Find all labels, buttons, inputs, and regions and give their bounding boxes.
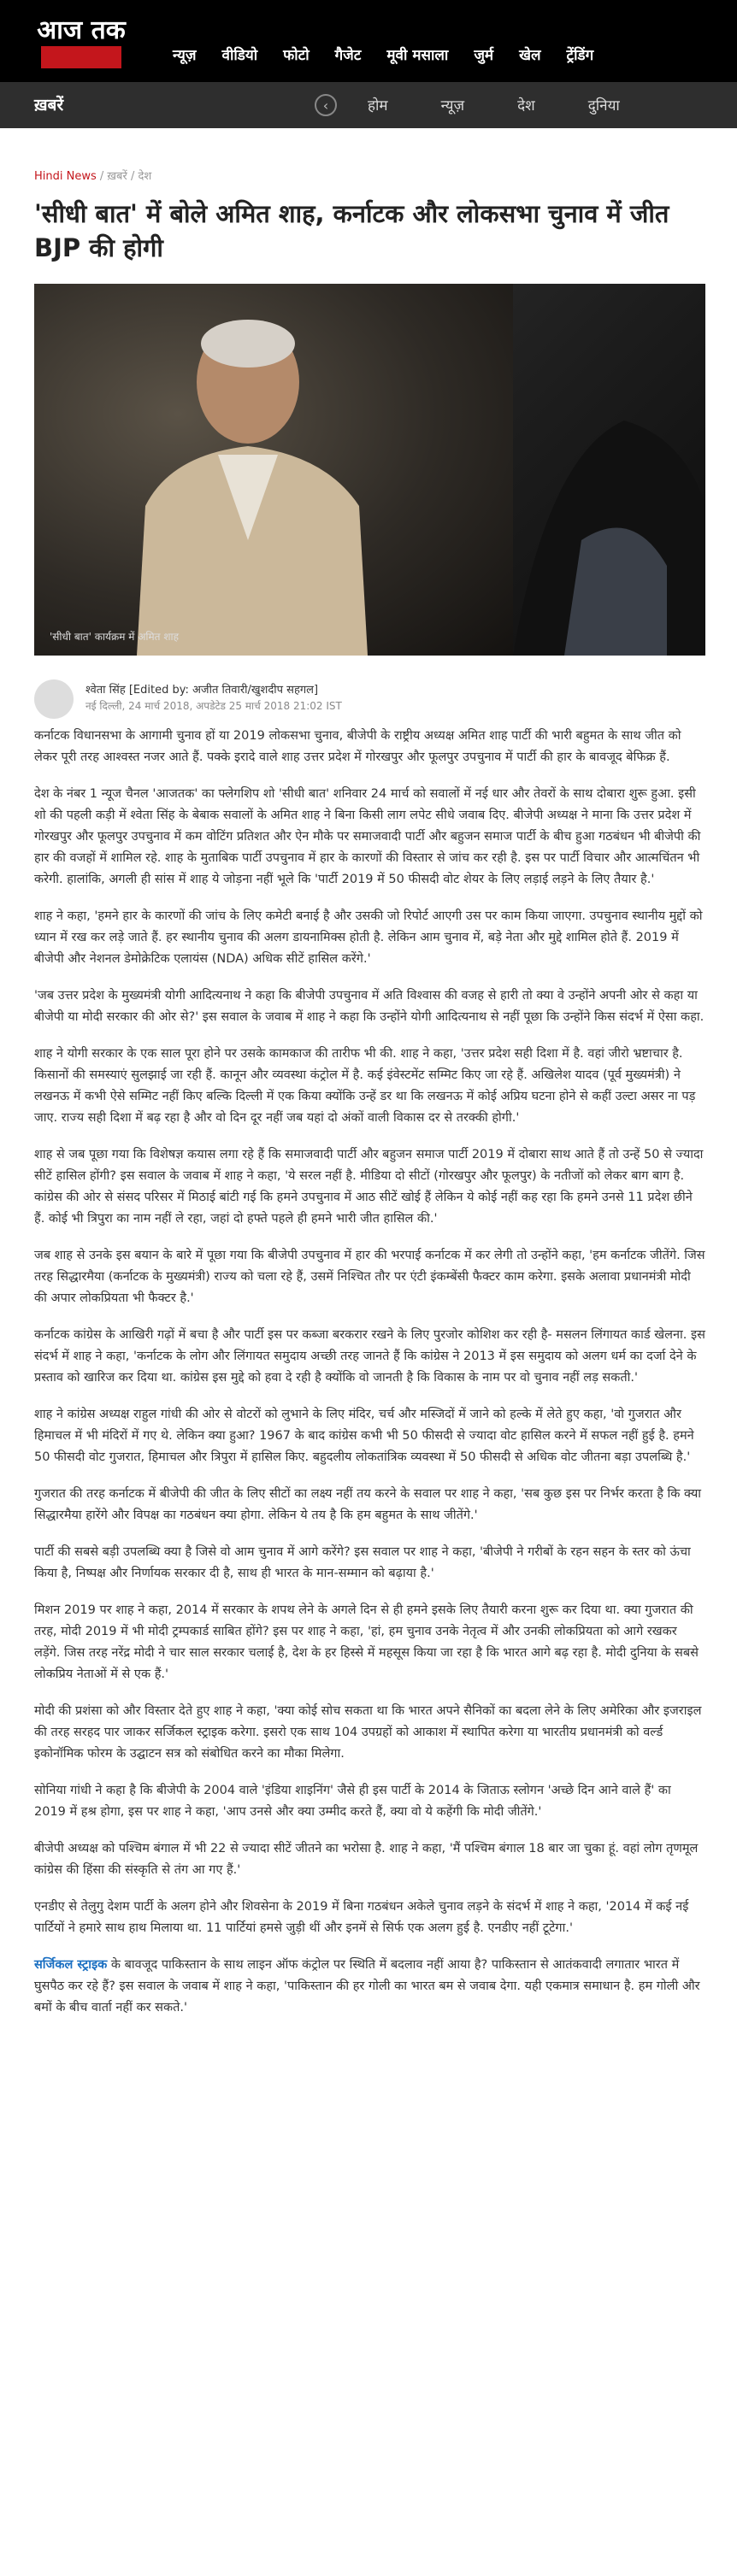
breadcrumb-khabrein[interactable]: ख़बरें (107, 170, 127, 183)
interview-scene (34, 284, 705, 656)
aajtak-logo[interactable] (34, 10, 128, 74)
chevron-left-icon: ‹ (322, 97, 329, 114)
article-paragraph: 'जब उत्तर प्रदेश के मुख्यमंत्री योगी आदित्यनाथ ने कहा कि बीजेपी उपचुनाव में अति विश्वास की वजह से हारी तो क्या वे उन्होंने अपनी ओर से कहा या बीजेपी या मोदी सरकार की ओर से?' इस सवाल के जवाब में शाह ने कहा कि उन्होंने योगी आदित्यनाथ से नहीं पूछा कि उन्होंने किस संदर्भ में ऐसा कहा. (34, 989, 705, 1024)
top-header (0, 0, 737, 82)
article-paragraph: देश के नंबर 1 न्यूज चैनल 'आजतक' का फ्लेगशिप शो 'सीधी बात' शनिवार 24 मार्च को सवालों में नई धार और तेवरों के साथ दोबारा शुरू हुआ. इसी शो की पहली कड़ी में श्वेता सिंह के बेबाक सवालों के अमित शाह ने बिना किसी लाग लपेट सीधे जवाब दिए. बीजेपी अध्यक्ष ने माना कि उत्तर प्रदेश में गोरखपुर और फूलपुर उपचुनाव में कम वोटिंग प्रतिशत और ऐन मौके पर समाजवादी पार्टी और बहुजन समाज पार्टी के बीच हुआ गठबंधन भी बीजेपी की हार की वजहों में शामिल रहे. शाह के मुताबिक पार्टी उपचुनाव में हार के कारणों की विस्तार से जांच कर रही है. इस पर पार्टी विचार और आत्मचिंतन भी करेगी. हालांकि, अगली ही सांस में शाह ये जोड़ना नहीं भूले कि 'पार्टी 2019 में 50 फीसदी वोट शेयर के लिए लड़ाई लड़ने के लिए तैयार है.' (34, 787, 701, 886)
article-paragraph: बीजेपी अध्यक्ष को पश्चिम बंगाल में भी 22 से ज्यादा सीटें जीतने का भरोसा है. शाह ने कहा, 'मैं पश्चिम बंगाल 18 बार जा चुका हूं. वहां लोग तृणमूल कांग्रेस की हिंसा की संस्कृति से तंग आ गए हैं.' (34, 1842, 699, 1877)
article-paragraph: कर्नाटक विधानसभा के आगामी चुनाव हों या 2019 लोकसभा चुनाव, बीजेपी के राष्ट्रीय अध्यक्ष अमित शाह पार्टी की भारी बहुमत के साथ जीत को लेकर पूरी तरह आश्वस्त नजर आते हैं. पक्के इरादे वाले शाह उत्तर प्रदेश में गोरखपुर और फूलपुर उपचुनाव में पार्टी की हार के बावजूद बेफिक्र हैं. (34, 729, 681, 764)
subnav-country[interactable]: देश (517, 97, 535, 115)
section-header (0, 82, 737, 128)
image-caption: 'सीधी बात' कार्यक्रम में अमित शाह (50, 631, 179, 643)
article-paragraph: एनडीए से तेलुगु देशम पार्टी के अलग होने और शिवसेना के 2019 में बिना गठबंधन अकेले चुनाव लड़ने के संदर्भ में शाह ने कहा, '2014 में कई नई पार्टियों ने हमारे साथ हाथ मिलाया था. 11 पार्टियां हमसे जुड़ी थीं और इनमें से सिर्फ एक अलग हुई है. एनडीए नहीं टूटेगा.' (34, 1900, 689, 1935)
article-paragraph: शाह ने योगी सरकार के एक साल पूरा होने पर उसके कामकाज की तारीफ भी की. शाह ने कहा, 'उत्तर प्रदेश सही दिशा में है. वहां जीरो भ्रष्टाचार है. किसानों की समस्याएं सुलझाई जा रही हैं. कानून और व्यवस्था कंट्रोल में है. कई इंवेस्टमेंट सम्मिट किए जा रहे हैं. अखिलेश यादव (पूर्व मुख्यमंत्री) ने लखनऊ में कभी ऐसे सम्मिट नहीं किए बल्कि दिल्ली में एक किया क्योंकि उन्हें डर था कि लखनऊ में कोई अप्रिय घटना होने से कहीं उल्टा असर ना पड़ जाए. राज्य सही दिशा में बढ़ रहा है और वो दिन दूर नहीं जब यहां दो अंकों वाली विकास दर से तरक्की होगी.' (34, 1047, 696, 1125)
article-image (34, 284, 705, 656)
breadcrumb-hindi-news[interactable]: Hindi News (34, 170, 97, 183)
article-paragraph (34, 1955, 705, 2019)
article-paragraph: पार्टी की सबसे बड़ी उपलब्धि क्या है जिसे वो आम चुनाव में आगे करेंगे? इस सवाल पर शाह ने कहा, 'बीजेपी ने गरीबों के रहन सहन के स्तर को ऊंचा किया है, निष्पक्ष और निर्णायक सरकार दी है, साथ ही भारत के मान-सम्मान को बढ़ाया है.' (34, 1545, 691, 1580)
article-body (34, 726, 705, 2019)
nav-news[interactable]: न्यूज़ (173, 47, 197, 64)
nav-movie-masala[interactable]: मूवी मसाला (386, 47, 449, 64)
article-paragraph: जब शाह से उनके इस बयान के बारे में पूछा गया कि बीजेपी उपचुनाव में हार की भरपाई कर्नाटक में कर लेगी तो उन्होंने कहा, 'हम कर्नाटक जीतेंगे. जिस तरह सिद्धारमैया (कर्नाटक के मुख्यमंत्री) राज्य को चला रहे हैं, उसमें निश्चित तौर पर एंटी इंकम्बेंसी फैक्टर काम करेगा. इसके अलावा प्रधानमंत्री मोदी की अपार लोकप्रियता भी फैक्टर है.' (34, 1249, 705, 1305)
article-paragraph: कर्नाटक कांग्रेस के आखिरी गढ़ों में बचा है और पार्टी इस पर कब्जा बरकरार रखने के लिए पुरजोर कोशिश कर रही है- मसलन लिंगायत कार्ड खेलना. इस संदर्भ में शाह ने कहा, 'कर्नाटक के लोग और लिंगायत समुदाय अच्छी तरह जानते हैं कि कांग्रेस ने 2013 में इस समुदाय को अलग धर्म का दर्जा देने के प्रस्ताव को खारिज कर दिया था. कांग्रेस इस मुद्दे को हवा दे रही है क्योंकि वो जानती है कि विकास के नाम पर वो चुनाव नहीं लड़ सकती.' (34, 1328, 705, 1385)
article-paragraph: शाह से जब पूछा गया कि विशेषज्ञ कयास लगा रहे हैं कि समाजवादी पार्टी और बहुजन समाज पार्टी 2019 में दोबारा साथ आते हैं तो उन्हें 50 से ज्यादा सीटें हासिल होंगी? इस सवाल के जवाब में शाह ने कहा, 'ये सरल नहीं है. मीडिया दो सीटों (गोरखपुर और फूलपुर) के नतीजों को लेकर बाग बाग है. कांग्रेस की ओर से संसद परिसर में मिठाई बांटी गई कि हमने उपचुनाव में आठ सीटें खोई हैं लेकिन ये कोई नहीं कह रहा कि हमने उनसे 11 प्रदेश छीने हैं. कोई भी त्रिपुरा का नाम नहीं ले रहा, जहां दो हफ्ते पहले ही हमने भारी जीत हासिल की.' (34, 1148, 704, 1226)
nav-sports[interactable]: खेल (519, 47, 541, 64)
article-paragraph: मोदी की प्रशंसा को और विस्तार देते हुए शाह ने कहा, 'क्या कोई सोच सकता था कि भारत अपने सैनिकों का बदला लेने के लिए अमेरिका और इजराइल की तरह सरहद पार जाकर सर्जिकल स्ट्राइक करेगा. इसरो एक साथ 104 उपग्रहों को आकाश में स्थापित करेगा या भारतीय प्रधानमंत्री को वर्ल्ड इकोनॉमिक फोरम के उद्घाटन सत्र को संबोधित करने का मौका मिलेगा. (34, 1704, 702, 1761)
nav-photo[interactable]: फोटो (283, 47, 310, 64)
nav-gadget[interactable]: गैजेट (334, 47, 362, 64)
subnav-world[interactable]: दुनिया (587, 97, 620, 115)
breadcrumb-separator: / (130, 170, 139, 183)
author-name[interactable]: श्वेता सिंह [Edited by: अजीत तिवारी/खुशदीप सहगल] (85, 684, 319, 697)
nav-video[interactable]: वीडियो (221, 47, 258, 64)
breadcrumb (34, 168, 705, 183)
breadcrumb-separator: / (99, 170, 108, 183)
paragraph-text: के बावजूद पाकिस्तान के साथ लाइन ऑफ कंट्रोल पर स्थिति में बदलाव नहीं आया है? पाकिस्तान से आतंकवादी लगातार भारत में घुसपैठ कर रहे हैं? इस सवाल के जवाब में शाह ने कहा, 'पाकिस्तान की हर गोली का भारत बम से जवाब देगा. यही एकमात्र समाधान है. हम गोली और बमों के बीच वार्ता नहीं कर सकते.' (34, 1958, 700, 2014)
article-container (34, 128, 705, 2034)
logo-text: आज तक (37, 15, 126, 45)
author-byline (34, 678, 705, 726)
surgical-strike-link[interactable]: सर्जिकल स्ट्राइक (34, 1958, 108, 1972)
back-button[interactable] (315, 94, 337, 116)
breadcrumb-desh[interactable]: देश (138, 170, 152, 183)
article-paragraph: गुजरात की तरह कर्नाटक में बीजेपी की जीत के लिए सीटों का लक्ष्य नहीं तय करने के सवाल पर शाह ने कहा, 'सब कुछ इस पर निर्भर करता है कि क्या सिद्धारमैया हारेंगे और विपक्ष का गठबंधन क्या होगा. लेकिन ये तय है कि हम बहुमत के साथ जीतेंगे.' (34, 1487, 701, 1522)
main-nav (173, 44, 593, 64)
article-paragraph: शाह ने कहा, 'हमने हार के कारणों की जांच के लिए कमेटी बनाई है और उसकी जो रिपोर्ट आएगी उस पर काम किया जाएगा. उपचुनाव स्थानीय मुद्दों को ध्यान में रख कर लड़े जाते हैं. हर स्थानीय चुनाव की अलग डायनामिक्स होती है. लेकिन आम चुनाव में, बड़े नेता और मुद्दे शामिल होते हैं. 2019 में बीजेपी और नेशनल डेमोक्रेटिक एलायंस (NDA) अधिक सीटें हासिल करेंगे.' (34, 909, 703, 966)
article-paragraph: सोनिया गांधी ने कहा है कि बीजेपी के 2004 वाले 'इंडिया शाइनिंग' जैसे ही इस पार्टी के 2014 के जिताऊ स्लोगन 'अच्छे दिन आने वाले हैं' का 2019 में हश्र होगा, इस पर शाह ने कहा, 'आप उनसे और क्या उम्मीद करते हैं, क्या वो ये कहेंगी कि मोदी जीतेंगे.' (34, 1784, 671, 1819)
nav-trending[interactable]: ट्रेंडिंग (566, 47, 594, 64)
subnav-news[interactable]: न्यूज़ (440, 97, 465, 115)
article-paragraph: मिशन 2019 पर शाह ने कहा, 2014 में सरकार के शपथ लेने के अगले दिन से ही हमने इसके लिए तैयारी करना शुरू कर दिया था. क्या गुजरात की तरह, मोदी 2019 में भी मोदी ट्रम्पकार्ड साबित होंगे? इस पर शाह ने कहा, 'हां, हम चुनाव उनके नेतृत्व में और उनकी लोकप्रियता को आगे रखकर लड़ेंगे. जिस तरह नरेंद्र मोदी ने चार साल सरकार चलाई है, देश के हर हिस्से में महसूस किया जा रहा है कि भारत आगे बढ़ रहा है. मोदी दुनिया के सबसे लोकप्रिय नेताओं में से एक हैं.' (34, 1603, 699, 1681)
article-title: 'सीधी बात' में बोले अमित शाह, कर्नाटक और लोकसभा चुनाव में जीत BJP की होगी (34, 199, 669, 262)
section-nav (368, 95, 620, 115)
subnav-home[interactable]: होम (368, 97, 388, 115)
article-paragraph: शाह ने कांग्रेस अध्यक्ष राहुल गांधी की ओर से वोटरों को लुभाने के लिए मंदिर, चर्च और मस्जिदों में जाने को हल्के में लेते हुए कहा, 'वो गुजरात और हिमाचल में भी मंदिरों में गए थे. लेकिन क्या हुआ? 1967 के बाद कांग्रेस कभी भी 50 फीसदी से ज्यादा वोट हासिल करने में सफल नहीं हुई है. हमने 50 फीसदी वोट गुजरात, हिमाचल और त्रिपुरा में हासिल किए. बहुदलीय लोकतांत्रिक व्यवस्था में 50 फीसदी से अधिक वोट जीतना बड़ा उपलब्धि है.' (34, 1408, 694, 1464)
section-title: ख़बरें (34, 96, 64, 115)
nav-crime[interactable]: जुर्म (474, 47, 494, 64)
author-avatar (34, 679, 74, 719)
article-dateline: नई दिल्ली, 24 मार्च 2018, अपडेटेड 25 मार्च 2018 21:02 IST (85, 700, 342, 712)
